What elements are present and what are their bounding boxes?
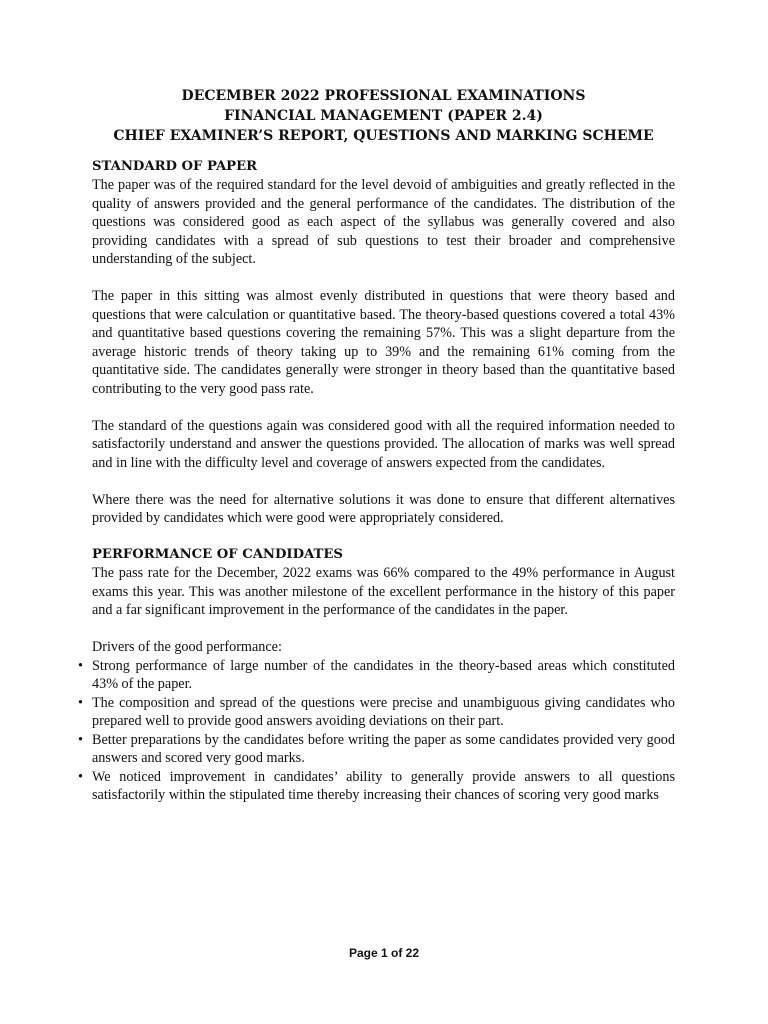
drivers-intro: Drivers of the good performance: xyxy=(92,639,282,655)
section-standard-of-paper xyxy=(92,158,675,528)
heading-performance-of-candidates: PERFORMANCE OF CANDIDATES xyxy=(92,547,343,562)
document-page xyxy=(78,86,675,805)
bullet-icon: • xyxy=(78,768,83,785)
paragraph-standard-1: The paper was of the required standard for the level devoid of ambiguities and greatly reflected in the quality of answers provided and the general performance of the candidates. The distribution of the questions was considered good as each aspect of the syllabus was generally covered and also providing candidates with a spread of sub questions to test their broader and comprehensive understanding of the subject. xyxy=(92,177,675,267)
bullet-icon: • xyxy=(78,657,83,674)
list-item xyxy=(78,768,675,805)
page-number: Page 1 of 22 xyxy=(348,946,420,960)
paragraph-performance: The pass rate for the December, 2022 exams was 66% compared to the 49% performance in August exams this year. This was another milestone of the excellent performance in the history of this paper and a far significant improvement in the performance of the candidates in the paper. xyxy=(92,565,675,618)
list-item xyxy=(78,657,675,694)
list-item xyxy=(78,694,675,731)
bullet-icon: • xyxy=(78,731,83,748)
title-line-subject: FINANCIAL MANAGEMENT (PAPER 2.4) xyxy=(224,108,543,124)
heading-standard-of-paper: STANDARD OF PAPER xyxy=(92,159,258,174)
list-item-text: We noticed improvement in candidates’ ability to generally provide answers to all questions satisfactorily within the stipulated time thereby increasing their chances of scoring very good marks xyxy=(92,768,675,803)
list-item-text: The composition and spread of the questions were precise and unambiguous giving candidates who prepared well to provide good answers avoiding deviations on their part. xyxy=(92,694,675,729)
drivers-list xyxy=(78,657,675,805)
paragraph-standard-2: The paper in this sitting was almost evenly distributed in questions that were theory based and questions that were calculation or quantitative based. The theory-based questions covered a total 43% and quantitative based questions covering the remaining 57%. This was a slight departure from the average historic trends of theory taking up to 39% and the remaining 61% coming from the quantitative side. The candidates generally were stronger in theory based than the quantitative based contributing to the very good pass rate. xyxy=(92,288,675,397)
bullet-icon: • xyxy=(78,694,83,711)
title-line-exam: DECEMBER 2022 PROFESSIONAL EXAMINATIONS xyxy=(181,88,586,104)
list-item-text: Better preparations by the candidates before writing the paper as some candidates provided very good answers and scored very good marks. xyxy=(92,731,675,766)
paragraph-standard-4: Where there was the need for alternative solutions it was done to ensure that different alternatives provided by candidates which were good were appropriately considered. xyxy=(92,491,675,526)
title-line-report: CHIEF EXAMINER’S REPORT, QUESTIONS AND MARKING SCHEME xyxy=(113,128,654,144)
section-performance-of-candidates xyxy=(78,546,675,805)
document-title xyxy=(92,86,675,146)
list-item xyxy=(78,731,675,768)
paragraph-standard-3: The standard of the questions again was considered good with all the required information needed to satisfactorily understand and answer the questions provided. The allocation of marks was well spread and in line with the difficulty level and coverage of answers expected from the candidates. xyxy=(92,417,675,471)
list-item-text: Strong performance of large number of the candidates in the theory-based areas which constituted 43% of the paper. xyxy=(92,657,675,692)
